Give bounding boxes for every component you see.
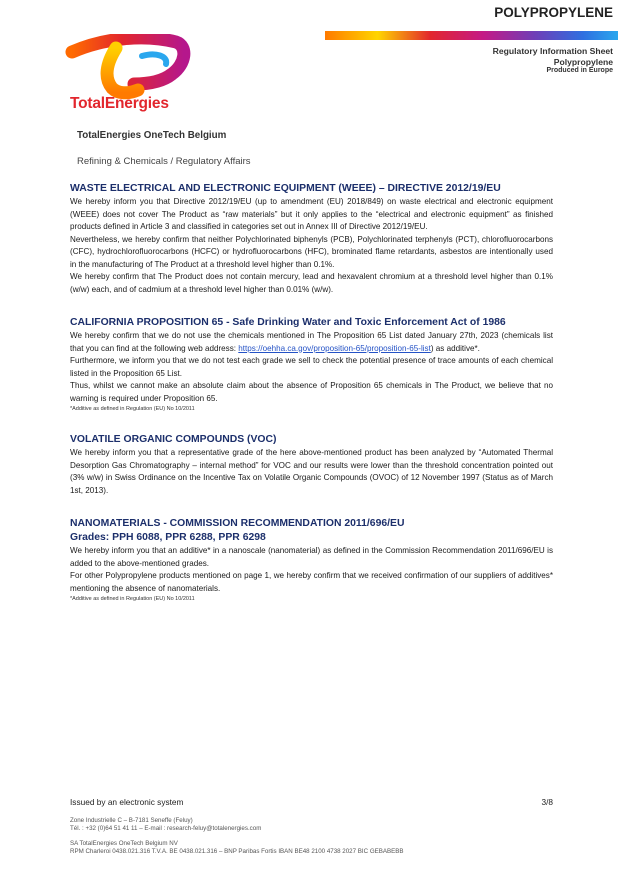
footnote: *Additive as defined in Regulation (EU) No 10/2011: [70, 406, 195, 412]
address-line: Zone Industrielle C – B-7181 Seneffe (Feluy): [70, 817, 193, 824]
paragraph: Nevertheless, we hereby confirm that neither Polychlorinated biphenyls (PCB), Polychlorinated terphenyls (PCT), chlorofluorocarbons (CFC), hydrochlorofluorocarbons (HCFC) or hydrofluorocarbons (HFC), brominated flame retardants, asbestos are intentionally used in the manufacturing of The Product at a threshold level higher than 0.1%.: [70, 234, 553, 269]
prop65-list-link[interactable]: https://oehha.ca.gov/proposition-65/proposition-65-list: [238, 343, 431, 353]
section-weee: [70, 182, 553, 296]
paragraph: We hereby confirm that The Product does not contain mercury, lead and hexavalent chromium at a threshold level higher than 0.1% (w/w) each, and of cadmium at a threshold level higher than 0.01% (w/w).: [70, 272, 553, 294]
section-prop65: [70, 316, 553, 413]
issued-note: Issued by an electronic system: [70, 797, 184, 807]
department-name: Refining & Chemicals / Regulatory Affairs: [77, 156, 251, 167]
contact-line: Tél. : +32 (0)64 51 41 11 – E-mail : research-feluy@totalenergies.com: [70, 825, 262, 832]
legal-entity-line: SA TotalEnergies OneTech Belgium NV: [70, 840, 178, 847]
paragraph: Thus, whilst we cannot make an absolute claim about the absence of Proposition 65 chemicals in The Product, we believe that no warning is required under Proposition 65.: [70, 381, 553, 403]
brand-gradient-bar: [325, 31, 618, 40]
paragraph: Furthermore, we inform you that we do not test each grade we sell to check the potential presence of trace amounts of each chemical listed in the Proposition 65 List.: [70, 356, 553, 378]
paragraph: For other Polypropylene products mentioned on page 1, we hereby confirm that we received confirmation of our suppliers of additives* mentioning the absence of nanomaterials.: [70, 571, 553, 593]
text-span: We hereby confirm that we do not use the chemicals mentioned in The Proposition 65 List dated January 27th, 2023 (chemicals list that you can find at the following web address:: [70, 331, 553, 353]
section-heading: VOLATILE ORGANIC COMPOUNDS (VOC): [70, 434, 277, 445]
paragraph: [70, 330, 553, 355]
document-title: POLYPROPYLENE: [494, 5, 613, 20]
document-body: [70, 182, 553, 603]
grades-heading: Grades: PPH 6088, PPR 6288, PPR 6298: [70, 532, 266, 543]
brand-logo-text: TotalEnergies: [70, 95, 169, 112]
product-name: Polypropylene: [553, 56, 613, 67]
paragraph: We hereby inform you that an additive* in a nanoscale (nanomaterial) as defined in the Commission Recommendation 2011/696/EU is added to the above-mentioned grades.: [70, 546, 553, 568]
footer-address: [70, 817, 261, 833]
section-heading: CALIFORNIA PROPOSITION 65 - Safe Drinking Water and Toxic Enforcement Act of 1986: [70, 317, 506, 328]
footer-legal: [70, 840, 404, 856]
page-number: 3/8: [541, 797, 553, 807]
section-heading: WASTE ELECTRICAL AND ELECTRONIC EQUIPMENT (WEEE) – DIRECTIVE 2012/19/EU: [70, 183, 501, 194]
origin-label: Produced in Europe: [546, 67, 613, 75]
text-span: ) as additive*.: [430, 343, 480, 353]
section-heading: NANOMATERIALS - COMMISSION RECOMMENDATION 2011/696/EU: [70, 518, 405, 529]
section-nanomaterials: [70, 517, 553, 603]
legal-registration-line: RPM Charleroi 0438.021.316 T.V.A. BE 0438.021.316 – BNP Paribas Fortis IBAN BE48 2100 4738 2027 BIC GEBABEBB: [70, 848, 404, 855]
section-voc: [70, 433, 553, 497]
company-name: TotalEnergies OneTech Belgium: [77, 130, 227, 141]
paragraph: We hereby inform you that Directive 2012/19/EU (up to amendment (EU) 2018/849) on waste electrical and electronic equipment (WEEE) does not cover The Product as “raw materials” but it only applies to the “electrical and electronic equipment” as finished products defined in Article 3 and classified in categories set out in Annex III of Directive 2012/19/EU.: [70, 197, 553, 231]
footnote: *Additive as defined in Regulation (EU) No 10/2011: [70, 596, 195, 602]
paragraph: We hereby inform you that a representative grade of the here above-mentioned product has been analyzed by “Automated Thermal Desorption Gas Chromatography – internal method” for VOC and our results were lower than the threshold concentration pointed out (3% w/w) in Swiss Ordinance on the Incentive Tax on Volatile Organic Compounds (OVOC) of 12 November 1997 (Status as of March 1st, 2013).: [70, 448, 553, 495]
sheet-title: Regulatory Information Sheet: [492, 46, 613, 56]
header-info: [493, 46, 613, 76]
